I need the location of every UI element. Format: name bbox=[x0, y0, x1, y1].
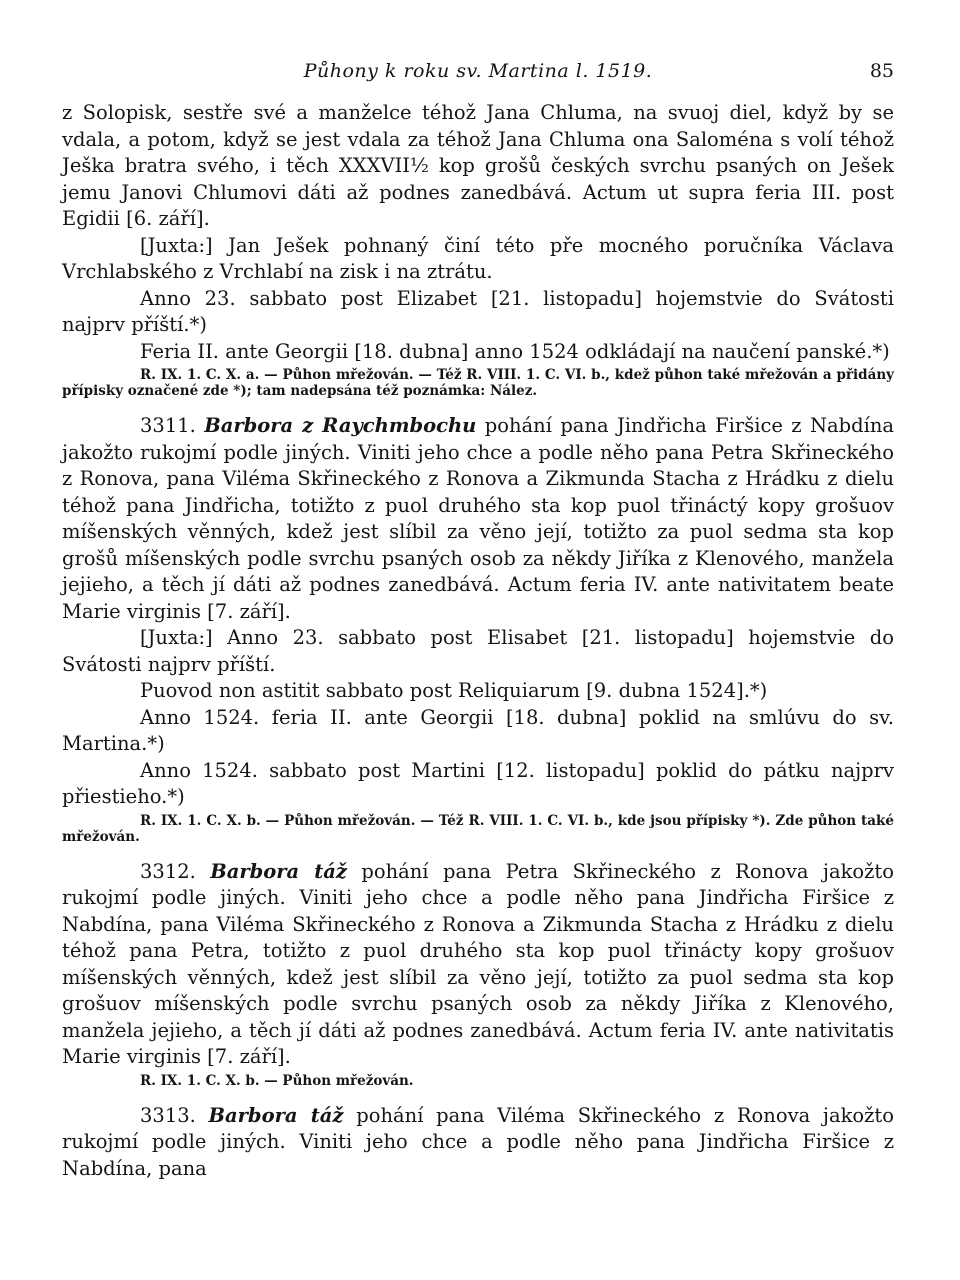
entry-text: pohání pana Jindřicha Firšice z Nabdína jakožto rukojmí podle jiných. Viniti jeho chce a podle něho pana Petra Skřineckého z Ronova, pana Viléma Skřineckého z Ronova a Zikmunda Stacha z Hrádku z dielu téhož pana Jindřicha, totižto z puol druhého sta kop puol třináctý kopy grošuov míšenských věnných, kdež jest slíbil za věno její, totižto za puol sedma sta kop grošů míšenských podle svrchu psaných osob za někdy Jiříka z Klenového, manžela jejieho, a těch jí dáti až podnes zanedbává. Actum feria IV. ante nativitatem beate Marie virginis [7. září]. bbox=[62, 414, 895, 623]
footnote-reference: R. IX. 1. C. X. a. — Půhon mřežován. — Též R. VIII. 1. C. VI. b., kdež půhon také mřežován a přidány přípisky označené zde *); tam nadepsána též poznámka: Nález. bbox=[62, 367, 894, 399]
entry-number: 3312. bbox=[140, 859, 196, 883]
entry-text: pohání pana Viléma Skřineckého z Ronova jakožto rukojmí podle jiných. Viniti jeho chce a podle něho pana Jindřicha Firšice z Nabdína, pana bbox=[62, 1103, 894, 1180]
text-paragraph: z Solopisk, sestře své a manželce téhož Jana Chluma, na svuoj diel, když by se vdala, a potom, když se jest vdala za téhož Jana Chluma ona Saloména s volí téhož Ješka bratra svého, i těch XXXVII½ kop grošů českých svrchu psaných on Ješek jemu Janovi Chlumovi dáti až podnes zanedbává. Actum ut supra feria III. post Egidii [6. září]. bbox=[62, 101, 894, 230]
document-page bbox=[62, 60, 894, 1182]
text-paragraph: [Juxta:] Anno 23. sabbato post Elisabet [21. listopadu] hojemstvie do Svátosti najprv příští. bbox=[62, 626, 894, 676]
text-paragraph: Feria II. ante Georgii [18. dubna] anno 1524 odkládají na naučení panské.*) bbox=[140, 339, 890, 363]
entry-number: 3313. bbox=[140, 1103, 196, 1127]
text-paragraph: Anno 1524. feria II. ante Georgii [18. dubna] poklid na smlúvu do sv. Martina.*) bbox=[62, 705, 894, 755]
entry-paragraph bbox=[62, 859, 894, 1071]
text-paragraph: Anno 1524. sabbato post Martini [12. listopadu] poklid do pátku najprv přiestieho.*) bbox=[62, 758, 894, 808]
entry-text: pohání pana Petra Skřineckého z Ronova jakožto rukojmí podle jiných. Viniti jeho chce a podle něho pana Jindřicha Firšice z Nabdína, pana Viléma Skřineckého z Ronova a Zikmunda Stacha z Hrádku z dielu téhož pana Petra, totižto z puol druhého sta kop puol třinácty kopy grošuov míšenských věnných, kdež jest slíbil za věno její, totižto za puol sedma sta kop grošuov míšenských podle svrchu psaných osob za někdy Jiříka z Klenového, manžela jejieho, a těch jí dáti až podnes zanedbává. Actum feria IV. ante nativitatis Marie virginis [7. září]. bbox=[62, 859, 895, 1068]
entry-party-name: Barbora táž bbox=[208, 1103, 344, 1127]
page-number: 85 bbox=[869, 60, 894, 82]
text-paragraph: Anno 23. sabbato post Elizabet [21. listopadu] hojemstvie do Svátosti najprv příští.*) bbox=[62, 286, 894, 336]
body-text bbox=[62, 100, 894, 1182]
entry-number: 3311. bbox=[140, 414, 196, 437]
text-paragraph: [Juxta:] Jan Ješek pohnaný činí této pře mocného poručníka Václava Vrchlabského z Vrchlabí na zisk i na ztrátu. bbox=[62, 233, 894, 283]
entry-paragraph bbox=[62, 413, 894, 625]
text-paragraph: Puovod non astitit sabbato post Reliquiarum [9. dubna 1524].*) bbox=[140, 679, 768, 702]
footnote-reference: R. IX. 1. C. X. b. — Půhon mřežován. bbox=[140, 1072, 414, 1089]
running-title: Půhony k roku sv. Martina l. 1519. bbox=[303, 60, 653, 82]
page-header bbox=[62, 60, 894, 90]
footnote-reference: R. IX. 1. C. X. b. — Půhon mřežován. — Též R. VIII. 1. C. VI. b., kde jsou přípisky *). Zde půhon také mřežován. bbox=[62, 812, 894, 845]
entry-paragraph bbox=[62, 1103, 894, 1183]
entry-party-name: Barbora z Raychmbochu bbox=[204, 414, 477, 437]
entry-party-name: Barbora táž bbox=[210, 859, 347, 883]
